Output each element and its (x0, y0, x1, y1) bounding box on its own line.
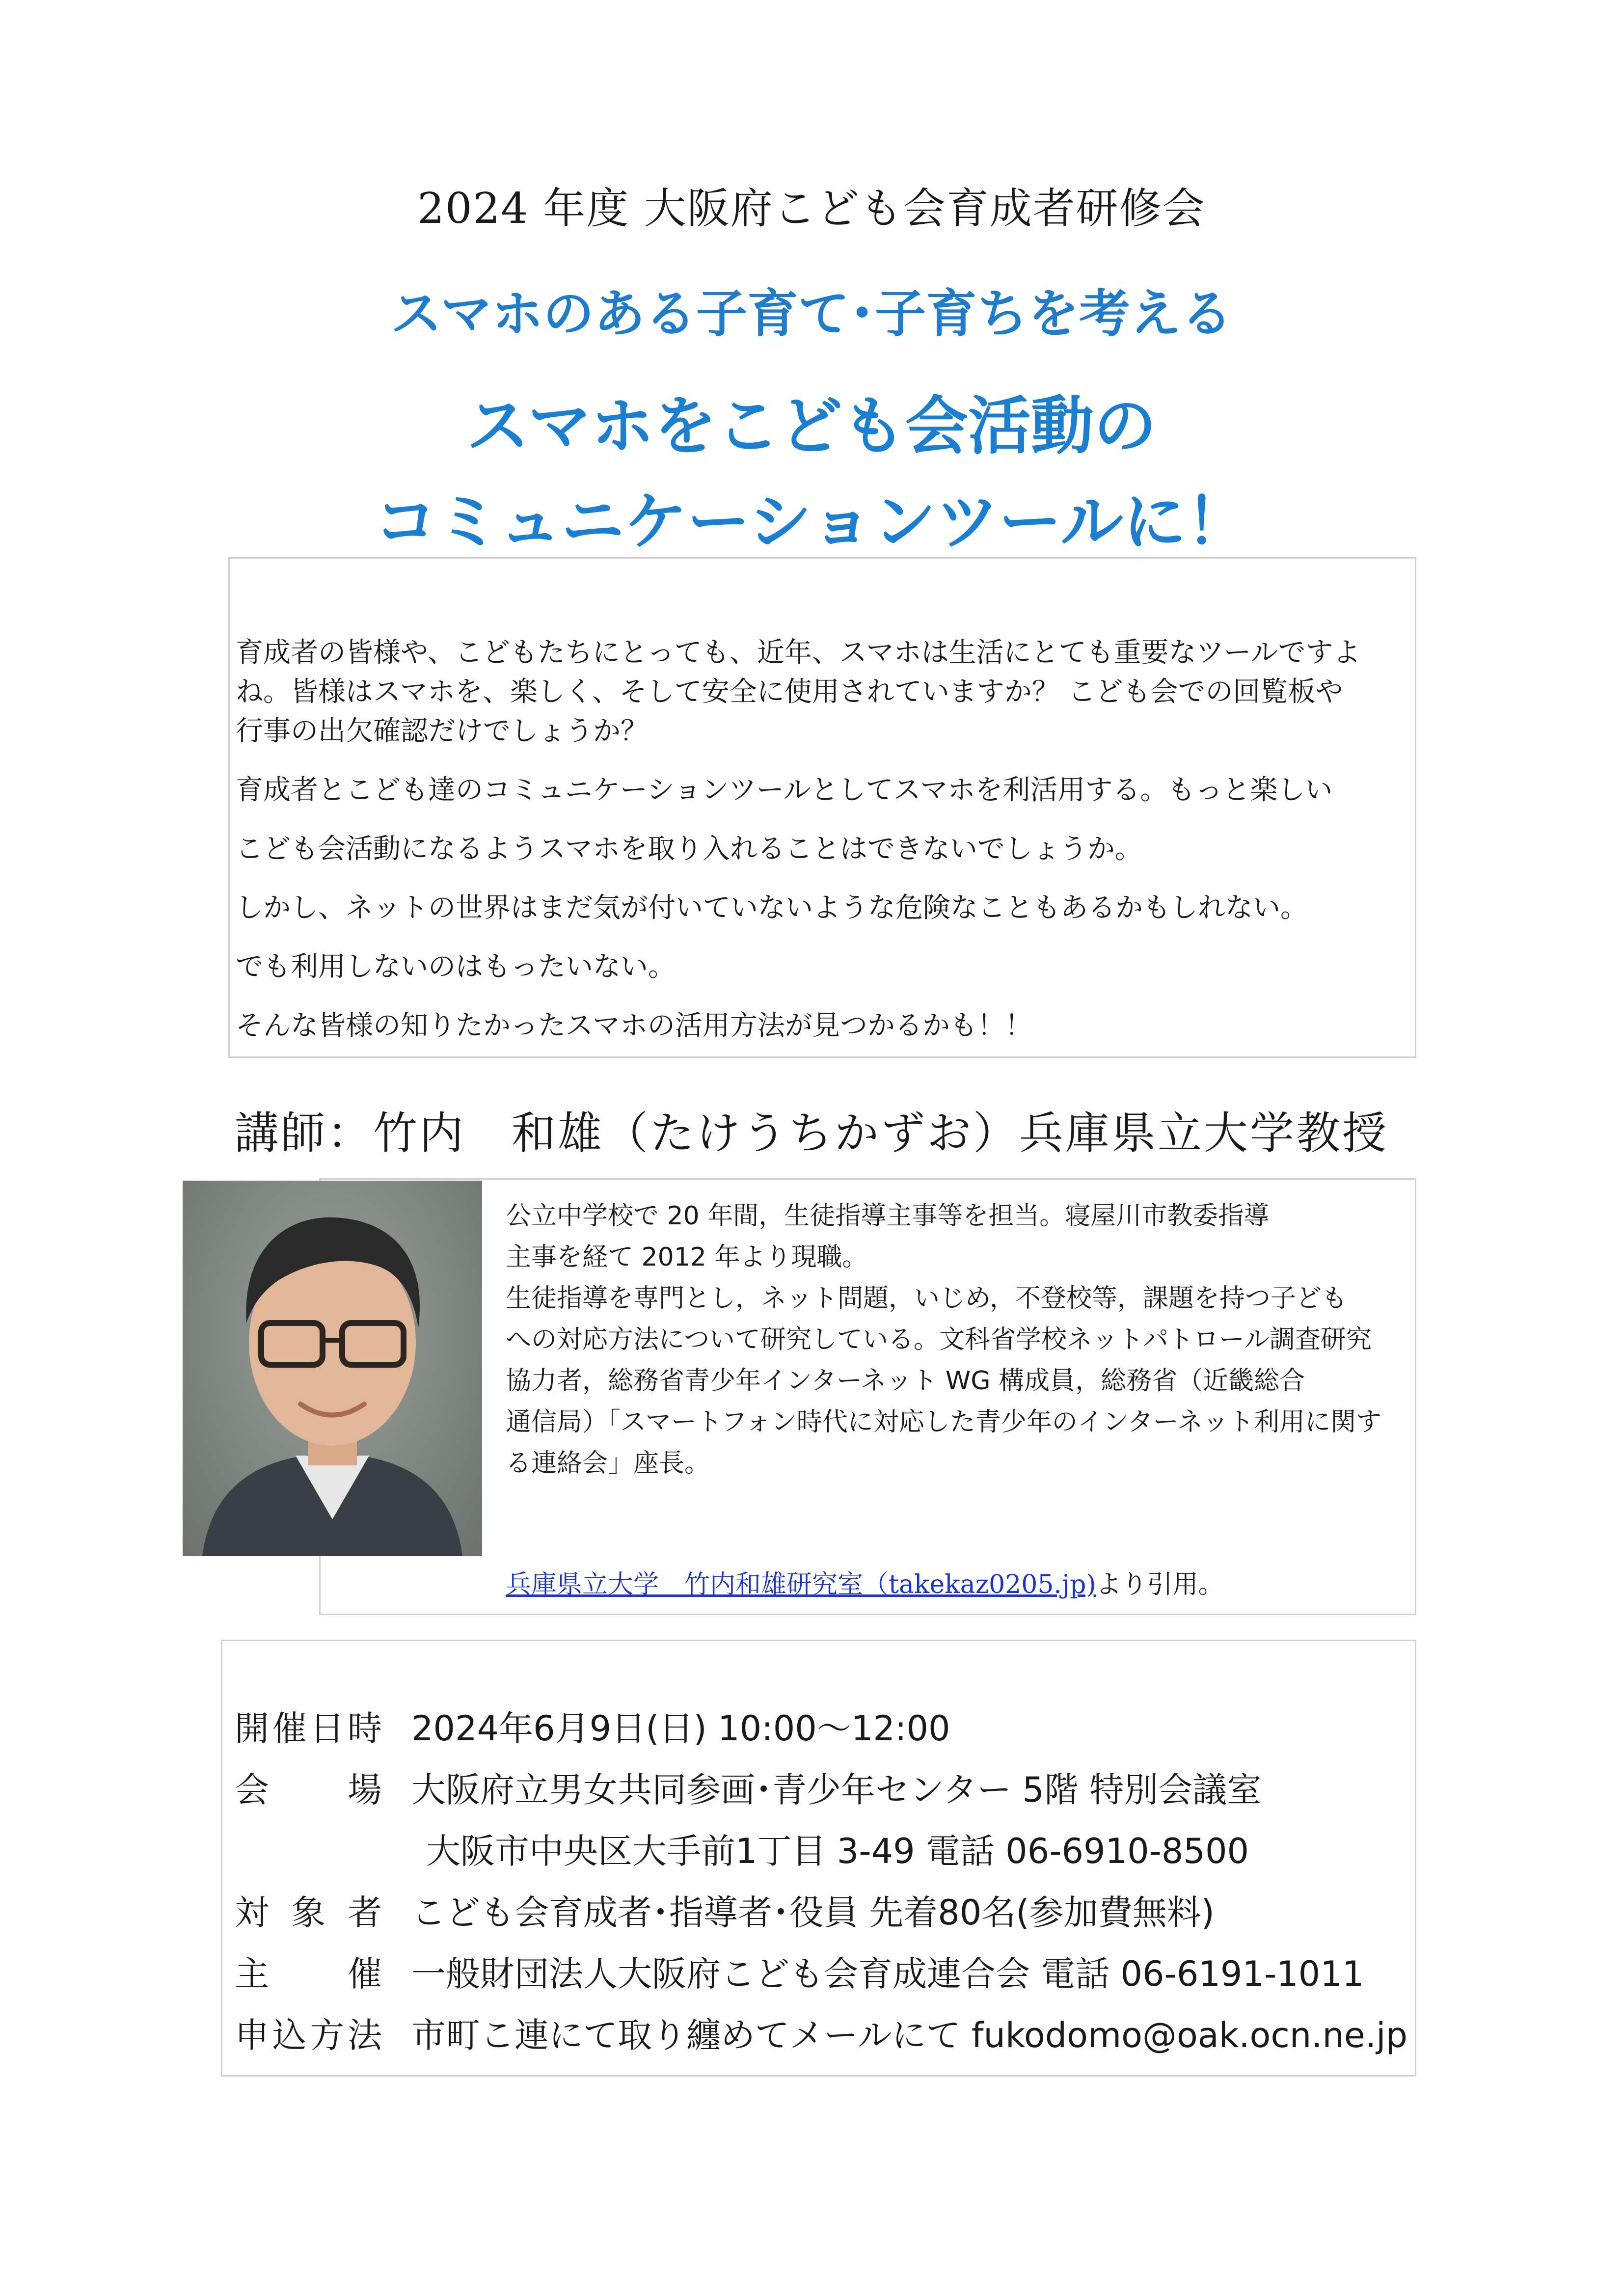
headline-line-1: スマホをこども会活動の (466, 390, 1157, 463)
event-subtitle: スマホのある子育て･子育ちを考える (391, 284, 1232, 344)
venue-label: 会 場 (235, 1770, 382, 1810)
bio-line: への対応方法について研究している。文科省学校ネットパトロール調査研究 (506, 1325, 1372, 1354)
event-title: 2024 年度 大阪府こども会育成者研修会 (417, 184, 1206, 233)
date-value: 2024年6月9日(日) 10:00～12:00 (411, 1708, 950, 1749)
bio-line: 通信局）「スマートフォン時代に対応した青少年のインターネット利用に関す (506, 1407, 1382, 1437)
credit-suffix: より引用。 (1096, 1570, 1224, 1599)
bio-line: 主事を経て 2012 年より現職。 (506, 1243, 868, 1272)
bio-line: 協力者，総務省青少年インターネット WG 構成員，総務省（近畿総合 (506, 1366, 1305, 1396)
bio-line: る連絡会」座長。 (506, 1449, 710, 1478)
venue-value: 大阪府立男女共同参画･青少年センター 5階 特別会議室 (411, 1770, 1262, 1810)
intro-line: こども会活動になるようスマホを取り入れることはできないでしょうか。 (236, 833, 1142, 865)
headline-line-2: コミュニケーションツールに！ (374, 486, 1249, 559)
intro-line: 行事の出欠確認だけでしょうか？ (236, 715, 648, 747)
apply-value: 市町こ連にて取り纏めてメールにて fukodomo@oak.ocn.ne.jp (411, 2015, 1408, 2055)
host-value: 一般財団法人大阪府こども会育成連合会 電話 06-6191-1011 (411, 1954, 1364, 1994)
intro-line: そんな皆様の知りたかったスマホの活用方法が見つかるかも！！ (236, 1010, 1032, 1042)
intro-line: でも利用しないのはもったいない。 (236, 951, 676, 983)
venue-address: 大阪市中央区大手前1丁目 3-49 電話 06-6910-8500 (426, 1831, 1249, 1871)
intro-line: 育成者の皆様や、こどもたちにとっても、近年、スマホは生活にとても重要なツールですよ (236, 637, 1361, 669)
bio-line: 生徒指導を専門とし，ネット問題，いじめ，不登校等，課題を持つ子ども (506, 1284, 1347, 1313)
intro-line: ね。皆様はスマホを、楽しく、そして安全に使用されていますか？ こども会での回覧板や (236, 676, 1343, 708)
lecturer-photo (183, 1181, 482, 1556)
lab-website-link[interactable]: 兵庫県立大学 竹内和雄研究室（takekaz0205.jp) (506, 1570, 1096, 1599)
host-label: 主 催 (235, 1954, 382, 1994)
date-label: 開催日時 (235, 1708, 382, 1749)
intro-line: しかし、ネットの世界はまだ気が付いていないような危険なこともあるかもしれない。 (236, 892, 1308, 924)
apply-label: 申込方法 (235, 2015, 382, 2055)
intro-line: 育成者とこども達のコミュニケーションツールとしてスマホを利活用する。もっと楽しい (236, 774, 1333, 806)
target-label: 対 象 者 (235, 1892, 382, 1933)
target-value: こども会育成者･指導者･役員 先着80名(参加費無料) (411, 1892, 1215, 1933)
bio-line: 公立中学校で 20 年間，生徒指導主事等を担当。寝屋川市教委指導 (506, 1201, 1270, 1231)
lecturer-heading: 講師：竹内 和雄（たけうちかずお）兵庫県立大学教授 (235, 1107, 1388, 1159)
bio-credit (506, 1564, 1224, 1600)
